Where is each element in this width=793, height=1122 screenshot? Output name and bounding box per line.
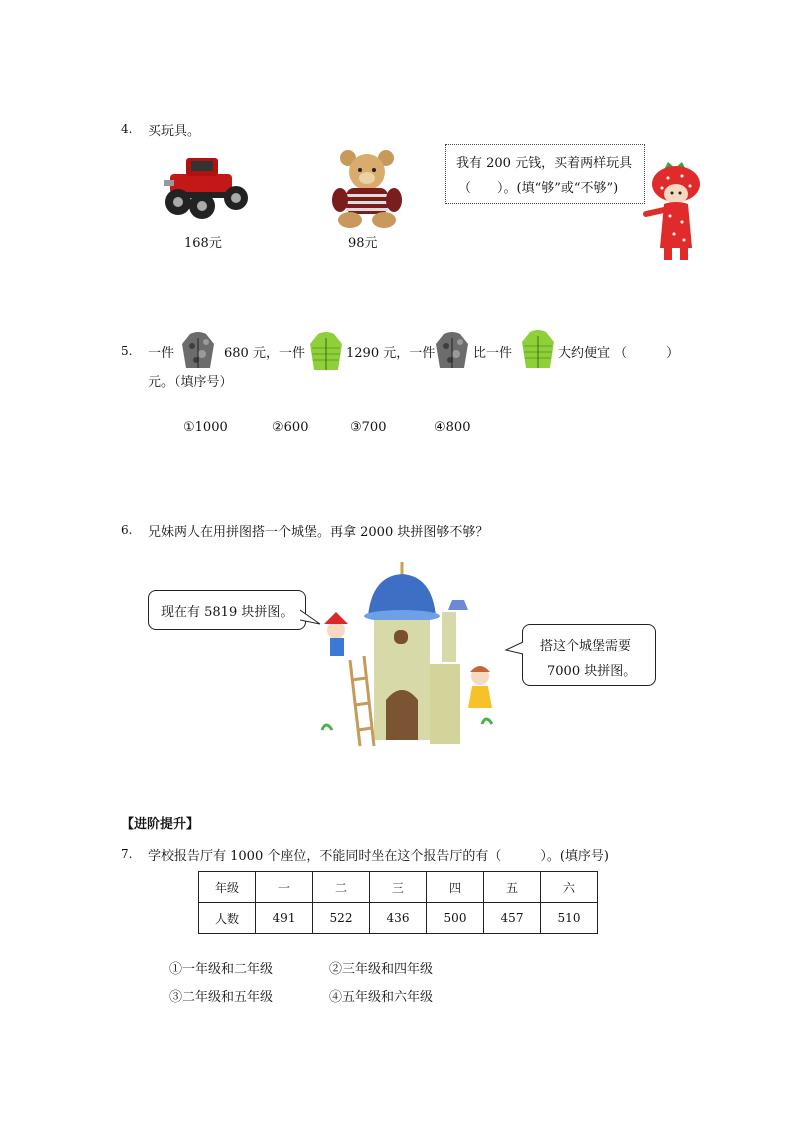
camo-jacket-icon	[178, 330, 218, 370]
speech-line-2: （ ）。(填“够”或“不够”)	[458, 181, 619, 196]
question-number: 5.	[121, 344, 133, 358]
toy-truck-image	[156, 148, 252, 224]
table-header-cell: 年级	[199, 872, 256, 903]
section-header: 【进阶提升】	[121, 817, 200, 832]
speech-line-1: 我有 200 元钱，买着两样玩具	[456, 156, 633, 171]
green-jacket-icon	[306, 330, 346, 372]
question-number: 6.	[121, 523, 133, 537]
brother-speech-text: 现在有 5819 块拼图。	[161, 605, 294, 620]
puzzle-castle-illustration	[312, 560, 502, 756]
table-cell: 510	[541, 903, 598, 934]
q5-option-4: ④800	[434, 420, 471, 435]
brother-speech-bubble	[148, 590, 306, 630]
q5-text-5: 大约便宜 （ ）	[558, 346, 680, 361]
camo-jacket-icon	[432, 330, 472, 370]
teddy-bear-image	[328, 150, 406, 228]
grade-attendance-table	[198, 871, 598, 934]
question-text: 兄妹两人在用拼图搭一个城堡。再拿 2000 块拼图够不够？	[148, 525, 489, 540]
question-number: 7.	[121, 847, 133, 861]
table-header-cell: 五	[484, 872, 541, 903]
teddy-bear-price: 98元	[348, 236, 378, 251]
table-header-cell: 六	[541, 872, 598, 903]
question-number: 4.	[121, 122, 133, 136]
question-text: 学校报告厅有 1000 个座位，不能同时坐在这个报告厅的有（ ）。(填序号)	[148, 849, 609, 864]
q5-option-2: ②600	[272, 420, 309, 435]
table-header-cell: 二	[313, 872, 370, 903]
q5-option-3: ③700	[350, 420, 387, 435]
q5-text-4: 比一件	[473, 346, 513, 361]
q7-option-3: ③二年级和五年级	[169, 990, 274, 1005]
strawberry-character	[642, 160, 708, 264]
q5-text-2: 680 元，一件	[224, 346, 305, 361]
table-cell: 436	[370, 903, 427, 934]
bubble-tail	[504, 640, 524, 660]
q7-option-1: ①一年级和二年级	[169, 962, 274, 977]
q5-option-1: ①1000	[183, 420, 228, 435]
table-header-cell: 三	[370, 872, 427, 903]
green-jacket-icon	[518, 328, 558, 370]
sister-speech-bubble	[522, 624, 656, 686]
sister-speech-line-1: 搭这个城堡需要	[540, 639, 632, 654]
q5-text-3: 1290 元，一件	[346, 346, 436, 361]
table-cell: 人数	[199, 903, 256, 934]
table-cell: 491	[256, 903, 313, 934]
table-header-cell: 四	[427, 872, 484, 903]
question-title: 买玩具。	[148, 124, 201, 139]
sister-speech-line-2: 7000 块拼图。	[547, 664, 637, 679]
table-cell: 500	[427, 903, 484, 934]
q7-option-2: ②三年级和四年级	[329, 962, 434, 977]
table-row	[199, 872, 598, 903]
toy-truck-price: 168元	[184, 236, 222, 251]
table-cell: 522	[313, 903, 370, 934]
table-header-cell: 一	[256, 872, 313, 903]
strawberry-speech-box	[445, 144, 645, 204]
table-cell: 457	[484, 903, 541, 934]
q5-text-1: 一件	[148, 346, 175, 361]
q7-option-4: ④五年级和六年级	[329, 990, 434, 1005]
q5-text-6: 元。（填序号）	[148, 375, 233, 390]
table-row	[199, 903, 598, 934]
